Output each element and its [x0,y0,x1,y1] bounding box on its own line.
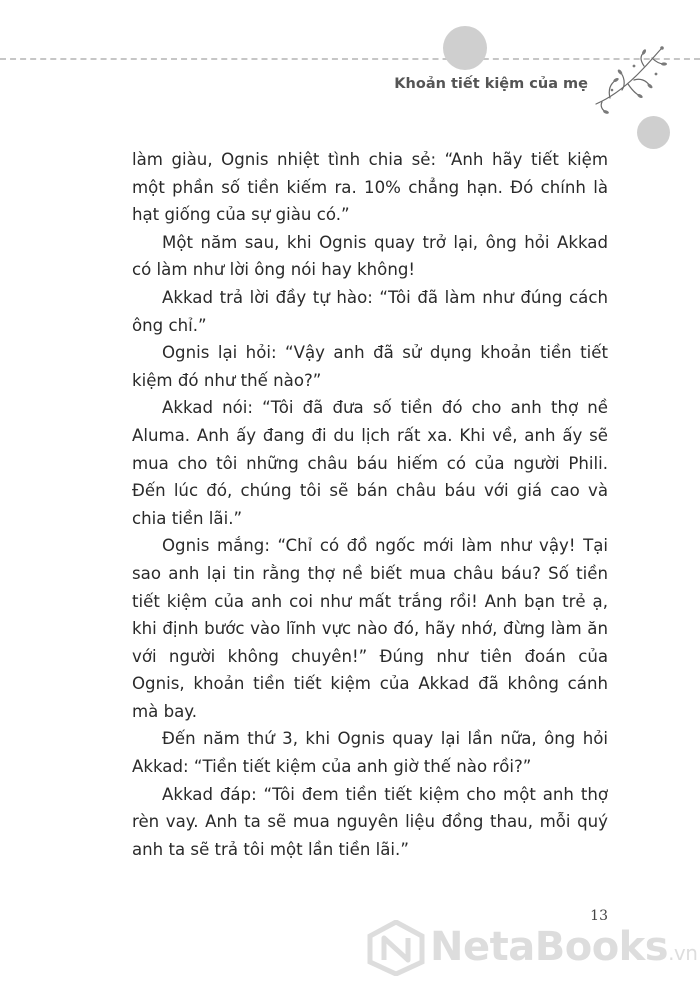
decorative-circle-right [637,116,670,149]
decorative-circle-top [443,26,487,70]
page-number: 13 [590,908,608,924]
body-text [132,146,608,863]
watermark [366,920,700,980]
paragraph: Ognis mắng: “Chỉ có đồ ngốc mới làm như vậy! Tại sao anh lại tin rằng thợ nề biết mua châu báu? Số tiền tiết kiệm của anh coi như mất trắng rồi! Anh bạn trẻ ạ, khi định bước vào lĩnh vực nào đó, hãy nhớ, đừng làm ăn với người không chuyên!” Đúng như tiên đoán của Ognis, khoản tiền tiết kiệm của Akkad đã không cánh mà bay. [132,536,608,721]
paragraph: Akkad đáp: “Tôi đem tiền tiết kiệm cho một anh thợ rèn vay. Anh ta sẽ mua nguyên liệu đồng thau, mỗi quý anh ta sẽ trả tôi một lần tiền lãi.” [132,784,608,859]
netabooks-logo-icon [366,920,426,976]
paragraph: Đến năm thứ 3, khi Ognis quay lại lần nữa, ông hỏi Akkad: “Tiền tiết kiệm của anh giờ thế nào rồi?” [132,729,608,777]
paragraph: Akkad nói: “Tôi đã đưa số tiền đó cho anh thợ nề Aluma. Anh ấy đang đi du lịch rất xa. Khi về, anh ấy sẽ mua cho tôi những châu báu hiếm có của người Phili. Đến lúc đó, chúng tôi sẽ bán châu báu với giá cao và chia tiền lãi.” [132,398,608,528]
watermark-suffix: .vn [668,941,698,965]
paragraph: Một năm sau, khi Ognis quay trở lại, ông hỏi Akkad có làm như lời ông nói hay không! [132,232,608,280]
watermark-text [430,924,697,970]
paragraph: Ognis lại hỏi: “Vậy anh đã sử dụng khoản tiền tiết kiệm đó như thế nào?” [132,343,608,390]
branch-ornament-icon [590,44,668,114]
watermark-brand: NetaBooks [430,924,669,970]
paragraph: làm giàu, Ognis nhiệt tình chia sẻ: “Anh hãy tiết kiệm một phần số tiền kiếm ra. 10% chẳng hạn. Đó chính là hạt giống của sự giàu có.” [132,150,608,225]
paragraph: Akkad trả lời đầy tự hào: “Tôi đã làm như đúng cách ông chỉ.” [132,287,608,335]
running-header-title: Khoản tiết kiệm của mẹ [394,76,588,92]
